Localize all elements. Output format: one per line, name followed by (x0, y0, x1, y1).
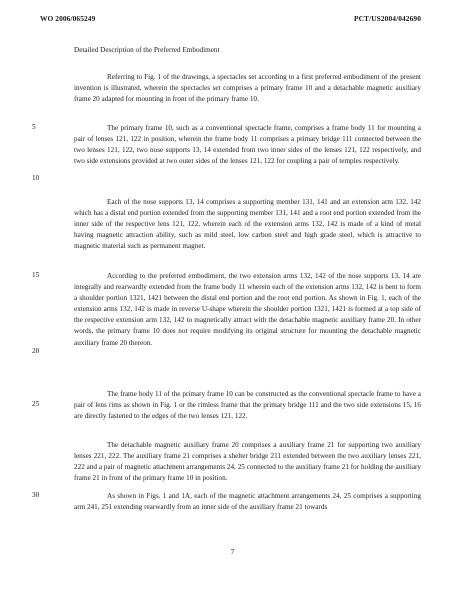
line-number-20: 20 (32, 347, 40, 355)
line-number-30: 30 (32, 491, 40, 499)
page-number: 7 (230, 547, 235, 556)
paragraph-4: According to the preferred embodiment, the two extension arms 132, 142 of the nose supports 13, 14 are integrally and rearwardly extended from the frame body 11 wherein each of the extension arms 132, 142 is bent to form a shoulder portion 1321, 1421 between the distal end portion and the root end portion. As shown in Fig. 1, each of the extension arms 132, 142 is made in reverse U-shape wherein the shoulder portion 1321, 1421 is formed at a top side of the respective extension arm 132, 142 to magnetically attract with the detachable magnetic auxiliary frame 20. In other words, the primary frame 10 does not require modifying its original structure for mounting the detachable magnetic auxiliary frame 20 thereon. (74, 272, 421, 347)
paragraph-2: The primary frame 10, such as a conventional spectacle frame, comprises a frame body 11 for mounting a pair of lenses 121, 122 in position, wherein the frame body 11 comprises a primary bridge 111 connected between the two lenses 121, 122, two nose supports 13, 14 extended from two inner sides of the lenses 121, 122 respectively, and two side extensions provided at two outer sides of the lenses 121, 122 for coupling a pair of temples respectively. (74, 124, 421, 166)
line-number-15: 15 (32, 271, 40, 279)
paragraph-1: Referring to Fig. 1 of the drawings, a spectacles set according to a first preferred embodiment of the present invention is illustrated, wherein the spectacles set comprises a primary frame 10 and a detachable magnetic auxiliary frame 20 adapted for mounting in front of the primary frame 10. (74, 73, 421, 104)
line-number-5: 5 (32, 123, 36, 131)
paragraph-7: As shown in Figs. 1 and 1A, each of the magnetic attachment arrangements 24, 25 comprises a supporting arm 241, 251 extending rearwardly from an inner side of the auxiliary frame 21 towards (74, 492, 421, 512)
line-number-25: 25 (32, 400, 40, 408)
publication-number: WO 2006/065249 (40, 14, 96, 23)
section-title: Detailed Description of the Preferred Embodiment (74, 46, 220, 54)
paragraph-3: Each of the nose supports 13, 14 comprises a supporting member 131, 141 and an extension arm 132, 142 which has a distal end portion extended from the supporting member 131, 141 and a root end portion extended from the inner side of the respective lens 121, 122, wherein each of the extension arms 132, 142 is made of a kind of metal having magnetic attraction ability, such as mild steel, low carbon steel and high grade steel, which is attractive to magnetic material such as permanent magnet. (74, 198, 421, 251)
line-number-10: 10 (32, 174, 40, 182)
paragraph-6: The detachable magnetic auxiliary frame 20 comprises a auxiliary frame 21 for supporting two auxiliary lenses 221, 222. The auxiliary frame 21 comprises a shelter bridge 211 extended between the two auxiliary lenses 221, 222 and a pair of magnetic attachment arrangements 24, 25 connected to the auxiliary frame 21 for holding the auxiliary frame 21 in front of the primary frame 10 in position. (74, 441, 421, 483)
application-number: PCT/US2004/042690 (354, 14, 421, 23)
paragraph-5: The frame body 11 of the primary frame 10 can be constructed as the conventional spectacle frame to have a pair of lens rims as shown in Fig. 1 or the rimless frame that the primary bridge 111 and the two side extensions 15, 16 are directly fastened to the edges of the two lenses 121, 122. (74, 390, 421, 421)
